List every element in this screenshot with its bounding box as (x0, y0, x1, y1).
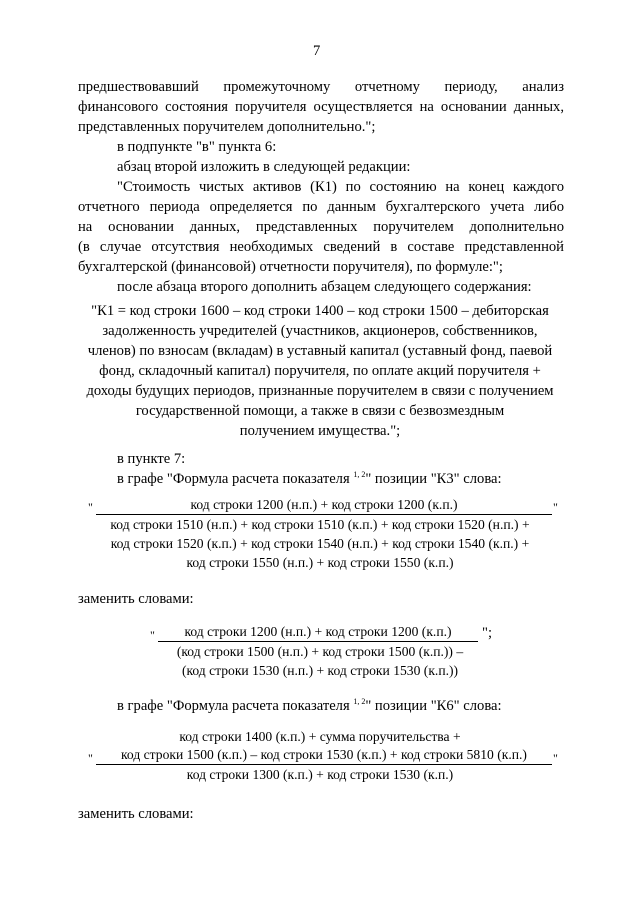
k1-formula-line-3: членов) по взносам (вкладам) в уставный капитал (уставный фонд, паевой (87, 343, 553, 359)
k3-intro-sup: 1, 2 (353, 470, 366, 480)
para1-line-3: представленных поручителем дополнительно."; (78, 119, 376, 135)
k3-old-open-quote: " (88, 500, 93, 514)
k3-new-fraction-bar (158, 641, 478, 642)
k3-new-denominator-1: (код строки 1500 (н.п.) + код строки 1500 (к.п.)) – (176, 644, 464, 659)
k3-old-denominator-3: код строки 1550 (н.п.) + код строки 1550 (к.п.) (186, 555, 454, 570)
k3-new-numerator: код строки 1200 (н.п.) + код строки 1200 (к.п.) (184, 624, 452, 639)
k3-intro-a: в графе "Формула расчета показателя (117, 471, 354, 487)
k3-new-open-quote: " (150, 628, 155, 642)
k1-text-line-5: бухгалтерской (финансовой) отчетности поручителя), по формуле:"; (78, 259, 503, 275)
replace-words-2: заменить словами: (78, 806, 194, 822)
k6-old-open-quote: " (88, 751, 93, 765)
k1-formula-line-4: фонд, складочный капитал) поручителя, по оплате акций поручителя + (99, 363, 541, 379)
k3-old-denominator-2: код строки 1520 (к.п.) + код строки 1540 (н.п.) + код строки 1540 (к.п.) + (110, 536, 530, 551)
k3-old-denominator-1: код строки 1510 (н.п.) + код строки 1510 (к.п.) + код строки 1520 (н.п.) + (110, 517, 530, 532)
replace-words-1: заменить словами: (78, 591, 194, 607)
page-number: 7 (313, 43, 321, 59)
k3-new-close-quote: "; (482, 625, 493, 641)
k6-old-numerator-2: код строки 1500 (к.п.) – код строки 1530 (к.п.) + код строки 5810 (к.п.) (121, 747, 527, 762)
para2-line: абзац второй изложить в следующей редакции: (117, 159, 411, 175)
k1-formula-line-1: "К1 = код строки 1600 – код строки 1400 – код строки 1500 – дебиторская (91, 303, 549, 319)
k1-formula-line-7: получением имущества."; (239, 423, 401, 439)
k3-intro-b: " позиции "К3" слова: (365, 471, 502, 487)
para1-line-2: финансового состояния поручителя осуществляется на основании данных, (78, 99, 564, 115)
k1-text-line-2: отчетного периода определяется по данным бухгалтерского учета либо (78, 199, 564, 215)
k1-text-line-4: (в случае отсутствия необходимых сведений в составе представленной (78, 239, 564, 255)
k6-old-close-quote: " (553, 751, 558, 765)
k6-old-denominator: код строки 1300 (к.п.) + код строки 1530 (к.п.) (186, 767, 454, 782)
after-para2-line: после абзаца второго дополнить абзацем следующего содержания: (117, 279, 532, 295)
k6-old-numerator-1: код строки 1400 (к.п.) + сумма поручительства + (179, 729, 461, 744)
subpoint-line: в подпункте "в" пункта 6: (117, 139, 277, 155)
k3-old-close-quote: " (553, 500, 558, 514)
k3-old-numerator: код строки 1200 (н.п.) + код строки 1200 (к.п.) (190, 497, 458, 512)
k6-intro-sup: 1, 2 (353, 697, 366, 707)
k1-formula-line-5: доходы будущих периодов, признанные поручителем в связи с получением (86, 383, 554, 399)
k1-text-line-3: на основании данных, представленных поручителем дополнительно (78, 219, 564, 235)
k6-intro-a: в графе "Формула расчета показателя (117, 698, 354, 714)
k1-formula-line-6: государственной помощи, а также в связи с безвозмездным (135, 403, 505, 419)
k3-old-fraction-bar (96, 514, 552, 515)
k1-formula-line-2: задолженность учредителей (участников, акционеров, собственников, (102, 323, 538, 339)
point7-line: в пункте 7: (117, 451, 186, 467)
k3-new-denominator-2: (код строки 1530 (н.п.) + код строки 1530 (к.п.)) (181, 663, 459, 678)
k1-text-line-1: "Стоимость чистых активов (К1) по состоянию на конец каждого (117, 179, 564, 195)
k6-old-fraction-bar (96, 764, 552, 765)
para1-line-1: предшествовавший промежуточному отчетному периоду, анализ (78, 79, 564, 95)
k3-intro-line (117, 470, 502, 489)
k6-intro-line (117, 697, 502, 716)
k6-intro-b: " позиции "К6" слова: (365, 698, 502, 714)
